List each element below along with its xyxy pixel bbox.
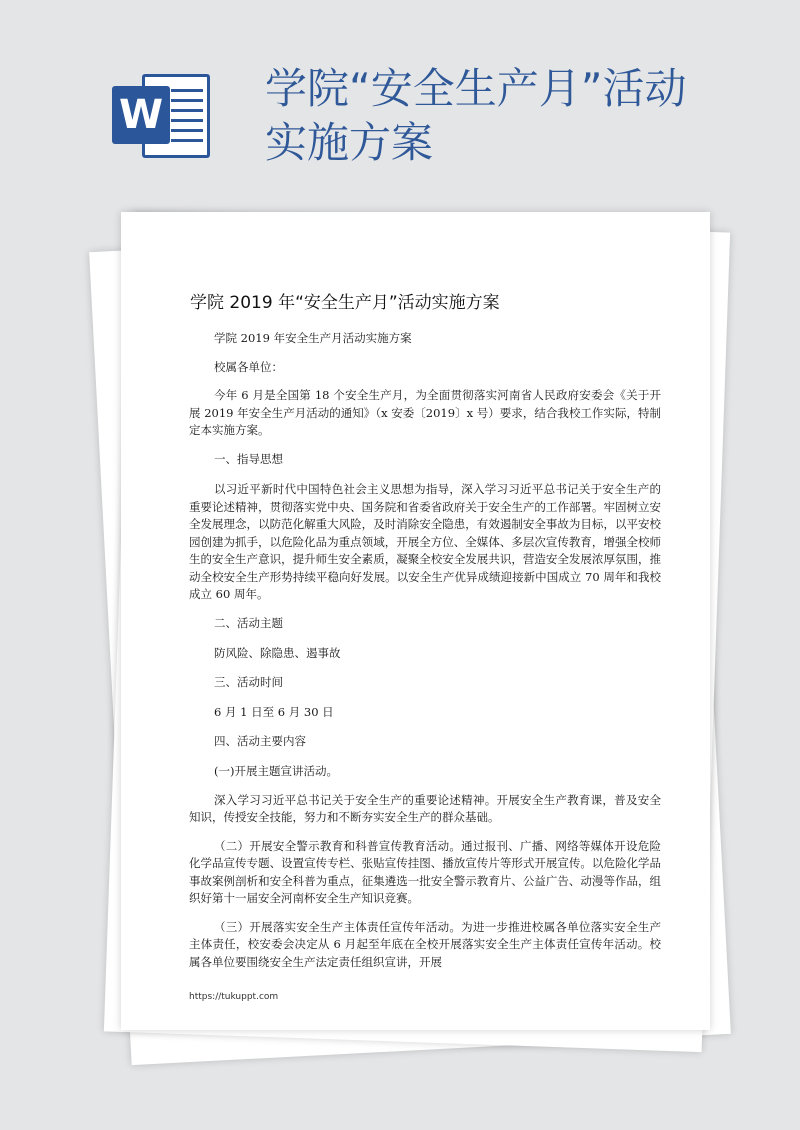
section-heading: 二、活动主题 [214, 615, 283, 630]
section-heading: 三、活动时间 [214, 674, 283, 689]
body-paragraph: 以习近平新时代中国特色社会主义思想为指导，深入学习习近平总书记关于安全生产的重要论述精神，贯彻落实党中央、国务院和省委省政府关于安全生产的工作部署。牢固树立安全发展理念，以防范化解重大风险，及时消除安全隐患，有效遏制安全事故为目标，以平安校园创建为抓手，以危险化品为重点领域，开展全方位、全媒体、多层次宣传教育，增强全校师生的安全生产意识，提升师生安全素质，凝聚全校安全发展共识，营造安全发展浓厚氛围，推动全校安全生产形势持续平稳向好发展。以安全生产优异成绩迎接新中国成立 70 周年和我校成立 60 周年。 [189, 482, 661, 601]
body-paragraph: 学院 2019 年安全生产月活动实施方案 [214, 331, 412, 345]
body-paragraph: 防风险、除隐患、遏事故 [214, 646, 341, 660]
body-paragraph: 深入学习习近平总书记关于安全生产的重要论述精神。开展安全生产教育课，普及安全知识，传授安全技能，努力和不断夯实安全生产的群众基础。 [189, 792, 661, 824]
footer-url: https://tukuppt.com [189, 992, 279, 1002]
document-title: 学院 2019 年“安全生产月”活动实施方案 [190, 293, 500, 313]
logo-letter: W [118, 92, 164, 138]
word-w-icon [112, 86, 170, 144]
body-paragraph: 今年 6 月是全国第 18 个安全生产月，为全面贯彻落实河南省人民政府安委会《关于开展 2019 年安全生产月活动的通知》（x 安委〔2019〕x 号）要求，结合我校工作实际，特制定本实施方案。 [189, 388, 661, 437]
document-page [121, 212, 710, 1030]
body-paragraph: 校属各单位： [214, 359, 283, 374]
word-logo [112, 68, 212, 160]
body-paragraph: 6 月 1 日至 6 月 30 日 [214, 705, 334, 719]
hero-title: 学院“安全生产月”活动实施方案 [265, 64, 687, 167]
body-paragraph: （三）开展落实安全生产主体责任宣传年活动。为进一步推进校属各单位落实安全生产主体责任，校安委会决定从 6 月起至年底在全校开展落实安全生产主体责任宣传年活动。校属各单位要围绕安全生产法定责任组织宣讲，开展 [189, 919, 661, 969]
body-paragraph: (一)开展主题宣讲活动。 [214, 764, 338, 778]
section-heading: 一、指导思想 [214, 451, 283, 466]
document-body [189, 330, 661, 982]
section-heading: 四、活动主要内容 [214, 733, 306, 748]
body-paragraph: （二）开展安全警示教育和科普宣传教育活动。通过报刊、广播、网络等媒体开设危险化学品宣传专题、设置宣传专栏、张贴宣传挂图、播放宣传片等形式开展宣传。以危险化学品事故案例剖析和安全科普为重点，征集遴选一批安全警示教育片、公益广告、动漫等作品，组织好第十一届安全河南杯安全生产知识竞赛。 [189, 838, 661, 905]
